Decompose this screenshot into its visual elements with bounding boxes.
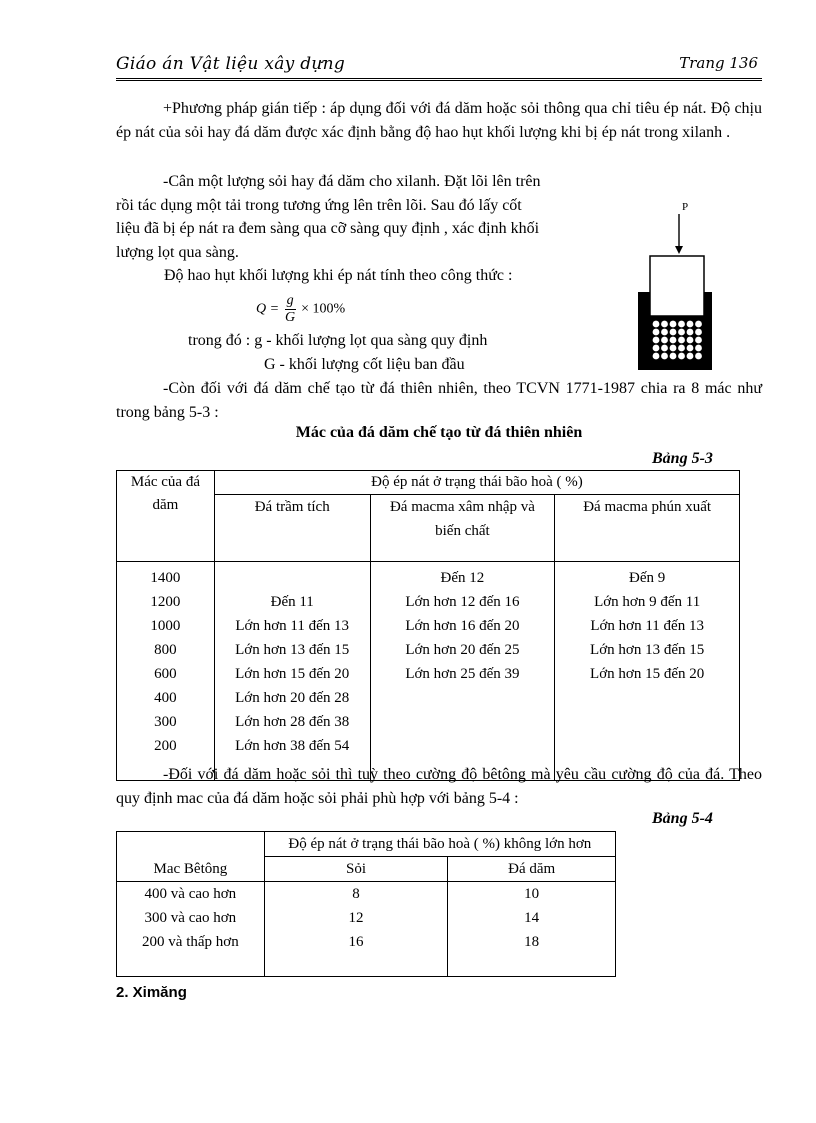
table1-cell: Lớn hơn 15 đến 20	[590, 666, 705, 682]
aggregate-particle	[678, 345, 685, 352]
load-arrow-head	[675, 246, 683, 254]
aggregate-particle	[653, 329, 660, 336]
paragraph-indirect-method: +Phương pháp gián tiếp : áp dụng đối với đá dăm hoặc sỏi thông qua chỉ tiêu ép nát. Độ chịu ép nát của sỏi hay đá dăm được xác định bằng độ hao hụt khối lượng khi bị ép nát trong xilanh .	[116, 100, 762, 141]
table2-cell: 14	[448, 906, 616, 930]
aggregate-particle	[670, 337, 677, 344]
table2-subheader: Sỏi	[264, 857, 448, 882]
aggregate-particle	[670, 345, 677, 352]
aggregate-particle	[678, 329, 685, 336]
aggregate-particle	[670, 321, 677, 328]
formula-numerator: g	[286, 293, 294, 308]
table1-cell: 1200	[150, 594, 181, 610]
aggregate-particle	[695, 353, 702, 360]
table1-subheader: Đá trầm tích	[214, 495, 370, 562]
table2-cell: 8	[264, 882, 448, 907]
table2-cell: 10	[448, 882, 616, 907]
aggregate-particle	[661, 321, 668, 328]
table1-cell: Lớn hơn 20 đến 25	[405, 642, 520, 658]
header-title: Giáo án Vật liệu xây dựng	[116, 54, 346, 74]
table1-cell: 1400	[150, 570, 181, 586]
table-row	[117, 930, 616, 977]
aggregate-particle	[653, 337, 660, 344]
aggregate-particle	[695, 329, 702, 336]
table1-cell: Lớn hơn 11 đến 13	[235, 618, 350, 634]
aggregate-particle	[653, 321, 660, 328]
table1-col-mac	[117, 562, 215, 781]
table-5-3	[116, 470, 740, 781]
aggregate-particle	[695, 321, 702, 328]
table1-cell: Lớn hơn 25 đến 39	[405, 666, 520, 682]
table1-cell: Lớn hơn 38 đến 54	[235, 738, 350, 754]
table-row	[117, 906, 616, 930]
aggregate-particle	[687, 345, 694, 352]
formula-denominator: G	[285, 310, 296, 325]
table2-cell: 300 và cao hơn	[117, 906, 265, 930]
table1-cell: 800	[154, 642, 177, 658]
table2-col0-header: Mac Bêtông	[117, 832, 265, 882]
table1-cell: Lớn hơn 28 đến 38	[235, 714, 350, 730]
table1-col-tram-tich	[214, 562, 370, 781]
table1-cell: 400	[154, 690, 177, 706]
aggregate-particle	[661, 353, 668, 360]
table1-cell: Lớn hơn 13 đến 15	[235, 642, 350, 658]
paragraph-procedure	[116, 170, 596, 264]
table1-cell: 600	[154, 666, 177, 682]
table-row	[117, 882, 616, 907]
where-line-G: G - khối lượng cốt liệu ban đầu	[264, 356, 465, 373]
aggregate-particle	[661, 329, 668, 336]
formula-rest: × 100%	[301, 301, 346, 317]
aggregate-particle	[687, 321, 694, 328]
table1-cell: Lớn hơn 12 đến 16	[405, 594, 520, 610]
page-header	[116, 52, 762, 81]
where-line-g: trong đó : g - khối lượng lọt qua sàng quy định	[188, 332, 488, 349]
table-5-4	[116, 831, 616, 977]
aggregate-particle	[687, 329, 694, 336]
crushing-cylinder-diagram	[630, 196, 730, 376]
aggregate-particle	[678, 353, 685, 360]
aggregate-particle	[653, 353, 660, 360]
table1-cell: Lớn hơn 11 đến 13	[590, 618, 704, 634]
aggregate-particle	[661, 337, 668, 344]
table1-subheader: Đá macma phún xuất	[555, 495, 740, 562]
aggregate-particle	[695, 337, 702, 344]
aggregate-particle	[670, 353, 677, 360]
table2-cell: 18	[448, 930, 616, 977]
table1-col0-header: Mác của đá dăm	[117, 471, 215, 562]
aggregate-particle	[653, 345, 660, 352]
table2-cell: 12	[264, 906, 448, 930]
table2-cell: 16	[264, 930, 448, 977]
table1-cell: 300	[154, 714, 177, 730]
table1-cell: Đến 12	[440, 570, 485, 586]
table1-cell: Đến 9	[629, 570, 666, 586]
table1-group-header: Độ ép nát ở trạng thái bão hoà ( %)	[214, 471, 739, 495]
table1-cell: Lớn hơn 15 đến 20	[235, 666, 350, 682]
table1-title: Mác của đá dăm chế tạo từ đá thiên nhiên	[295, 424, 583, 441]
table1-subheader: Đá macma xâm nhập và biến chất	[370, 495, 555, 562]
aggregate-particle	[678, 321, 685, 328]
table2-cell: 200 và thấp hơn	[117, 930, 265, 977]
aggregate-particle	[687, 337, 694, 344]
cylinder-svg	[630, 196, 730, 376]
table1-cell: Lớn hơn 13 đến 15	[590, 642, 705, 658]
table1-cell: Lớn hơn 20 đến 28	[235, 690, 350, 706]
table2-group-header: Độ ép nát ở trạng thái bão hoà ( %) không lớn hơn	[264, 832, 615, 857]
table1-cell: Lớn hơn 9 đến 11	[594, 594, 701, 610]
procedure-line: liệu đã bị ép nát ra đem sàng qua cỡ sàng quy định , xác định khối	[116, 220, 540, 237]
plunger	[650, 256, 704, 316]
table1-cell: 200	[154, 738, 177, 754]
table1-caption: Bảng 5-3	[652, 450, 713, 467]
header-page-number: Trang 136	[679, 54, 758, 72]
aggregate-particle	[695, 345, 702, 352]
table1-col-xam-nhap	[370, 562, 555, 781]
table1-col-phun-xuat	[555, 562, 740, 781]
table1-cell: Lớn hơn 16 đến 20	[405, 618, 520, 634]
load-label: P	[682, 201, 689, 213]
procedure-line: rồi tác dụng một tải trong tương ứng lên trên lõi. Sau đó lấy cốt	[116, 196, 522, 214]
table2-caption: Bảng 5-4	[652, 810, 713, 827]
paragraph-formula-intro: Độ hao hụt khối lượng khi ép nát tính theo công thức :	[164, 267, 513, 284]
aggregate-particle	[661, 345, 668, 352]
procedure-line: -Cân một lượng sỏi hay đá dăm cho xilanh. Đặt lõi lên trên	[163, 173, 541, 190]
table1-cell: 1000	[150, 618, 181, 634]
paragraph-tcvn: -Còn đối với đá dăm chế tạo từ đá thiên nhiên, theo TCVN 1771-1987 chia ra 8 mác như trong bảng 5-3 :	[116, 380, 762, 421]
formula-fraction	[285, 293, 296, 326]
section-heading: 2. Ximăng	[116, 984, 187, 1001]
aggregate-particle	[678, 337, 685, 344]
table2-subheader: Đá dăm	[448, 857, 616, 882]
procedure-line: lượng lọt qua sàng.	[116, 243, 239, 261]
aggregate-particle	[687, 353, 694, 360]
table2-cell: 400 và cao hơn	[117, 882, 265, 907]
formula	[256, 293, 345, 326]
table1-cell	[215, 566, 370, 590]
formula-lhs: Q =	[256, 301, 280, 317]
paragraph-concrete-requirement: -Đối với đá dăm hoặc sỏi thì tuỳ theo cường độ bêtông mà yêu cầu cường độ của đá. Theo quy định mac của đá dăm hoặc sỏi phải phù hợp với bảng 5-4 :	[116, 766, 762, 807]
aggregate-particle	[670, 329, 677, 336]
table1-cell: Đến 11	[270, 594, 314, 610]
